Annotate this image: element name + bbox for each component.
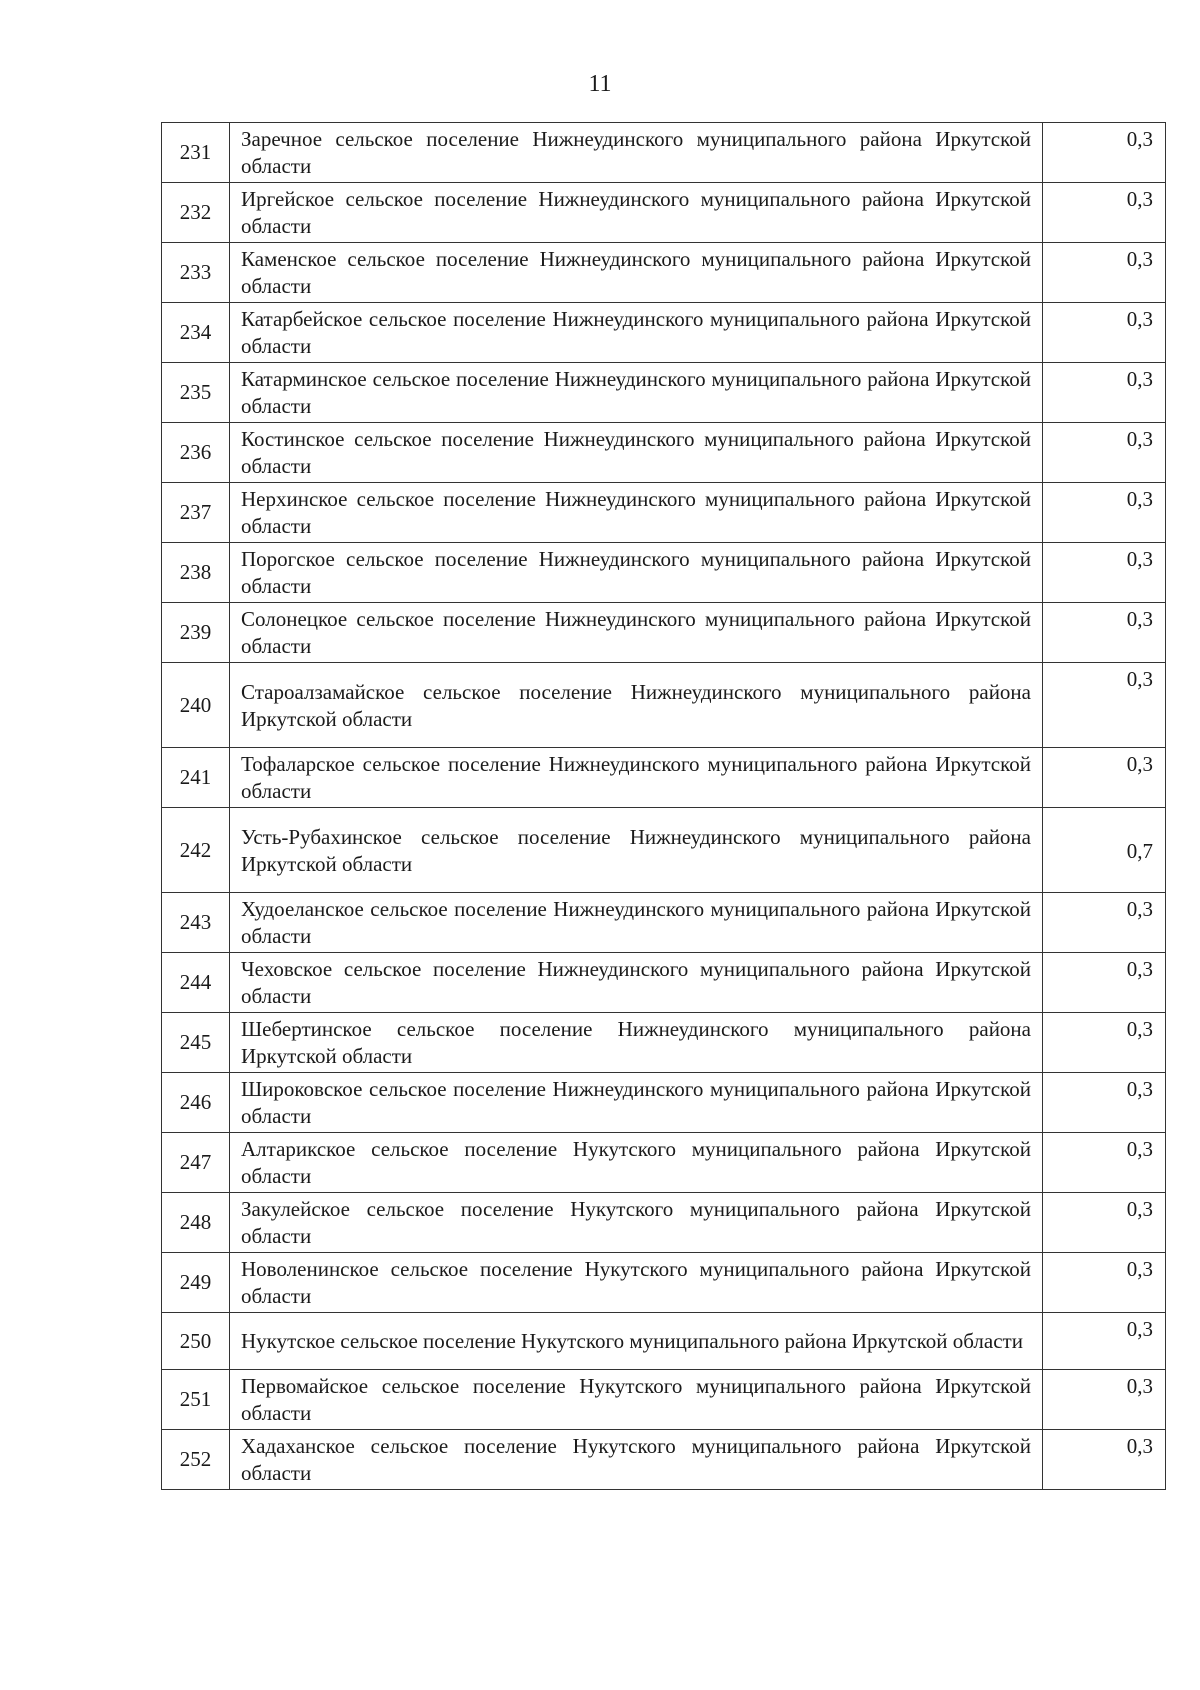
- table-row: [162, 893, 1166, 953]
- row-number: 251: [162, 1370, 230, 1430]
- table-row: [162, 1430, 1166, 1490]
- row-number: 249: [162, 1253, 230, 1313]
- settlement-name: Катарбейское сельское поселение Нижнеудинского муниципального района Иркутской области: [230, 303, 1043, 363]
- settlement-name: Катарминское сельское поселение Нижнеудинского муниципального района Иркутской области: [230, 363, 1043, 423]
- settlement-name: Староалзамайское сельское поселение Нижнеудинского муниципального района Иркутской области: [230, 663, 1043, 748]
- table-row: [162, 808, 1166, 893]
- row-value: 0,3: [1043, 603, 1166, 663]
- table-row: [162, 1370, 1166, 1430]
- table-row: [162, 123, 1166, 183]
- row-number: 247: [162, 1133, 230, 1193]
- row-number: 243: [162, 893, 230, 953]
- settlement-name: Каменское сельское поселение Нижнеудинского муниципального района Иркутской области: [230, 243, 1043, 303]
- row-number: 236: [162, 423, 230, 483]
- page-number: 11: [588, 71, 612, 97]
- row-value: 0,3: [1043, 243, 1166, 303]
- table-row: [162, 748, 1166, 808]
- row-number: 239: [162, 603, 230, 663]
- row-value: 0,3: [1043, 1430, 1166, 1490]
- row-value: 0,3: [1043, 363, 1166, 423]
- table-row: [162, 243, 1166, 303]
- row-number: 242: [162, 808, 230, 893]
- row-value: 0,3: [1043, 1133, 1166, 1193]
- row-value: 0,3: [1043, 1253, 1166, 1313]
- table-row: [162, 603, 1166, 663]
- row-number: 241: [162, 748, 230, 808]
- settlement-name: Усть-Рубахинское сельское поселение Нижнеудинского муниципального района Иркутской области: [230, 808, 1043, 893]
- settlement-name: Тофаларское сельское поселение Нижнеудинского муниципального района Иркутской области: [230, 748, 1043, 808]
- row-value: 0,3: [1043, 663, 1166, 748]
- row-number: 252: [162, 1430, 230, 1490]
- row-value: 0,3: [1043, 183, 1166, 243]
- settlement-name: Костинское сельское поселение Нижнеудинского муниципального района Иркутской области: [230, 423, 1043, 483]
- row-value: 0,3: [1043, 893, 1166, 953]
- settlement-name: Первомайское сельское поселение Нукутского муниципального района Иркутской области: [230, 1370, 1043, 1430]
- row-value: 0,3: [1043, 1193, 1166, 1253]
- row-value: 0,3: [1043, 748, 1166, 808]
- settlement-name: Чеховское сельское поселение Нижнеудинского муниципального района Иркутской области: [230, 953, 1043, 1013]
- row-number: 248: [162, 1193, 230, 1253]
- table-row: [162, 183, 1166, 243]
- row-value: 0,3: [1043, 303, 1166, 363]
- settlement-name: Новоленинское сельское поселение Нукутского муниципального района Иркутской области: [230, 1253, 1043, 1313]
- settlement-name: Худоеланское сельское поселение Нижнеудинского муниципального района Иркутской области: [230, 893, 1043, 953]
- table-row: [162, 543, 1166, 603]
- row-number: 237: [162, 483, 230, 543]
- row-value: 0,3: [1043, 543, 1166, 603]
- row-number: 244: [162, 953, 230, 1013]
- settlement-name: Хадаханское сельское поселение Нукутского муниципального района Иркутской области: [230, 1430, 1043, 1490]
- row-number: 238: [162, 543, 230, 603]
- settlement-name: Нукутское сельское поселение Нукутского муниципального района Иркутской области: [230, 1313, 1043, 1370]
- table-row: [162, 1193, 1166, 1253]
- row-value: 0,3: [1043, 483, 1166, 543]
- table-row: [162, 303, 1166, 363]
- settlement-name: Нерхинское сельское поселение Нижнеудинского муниципального района Иркутской области: [230, 483, 1043, 543]
- settlement-name: Иргейское сельское поселение Нижнеудинского муниципального района Иркутской области: [230, 183, 1043, 243]
- row-number: 246: [162, 1073, 230, 1133]
- settlement-name: Широковское сельское поселение Нижнеудинского муниципального района Иркутской области: [230, 1073, 1043, 1133]
- row-number: 231: [162, 123, 230, 183]
- row-number: 240: [162, 663, 230, 748]
- row-value: 0,7: [1043, 808, 1166, 893]
- row-value: 0,3: [1043, 123, 1166, 183]
- settlement-name: Солонецкое сельское поселение Нижнеудинского муниципального района Иркутской области: [230, 603, 1043, 663]
- table-row: [162, 953, 1166, 1013]
- settlements-table: [161, 122, 1166, 1490]
- row-value: 0,3: [1043, 1313, 1166, 1370]
- row-value: 0,3: [1043, 423, 1166, 483]
- settlement-name: Порогское сельское поселение Нижнеудинского муниципального района Иркутской области: [230, 543, 1043, 603]
- row-number: 250: [162, 1313, 230, 1370]
- table-body: [162, 123, 1166, 1490]
- settlement-name: Закулейское сельское поселение Нукутского муниципального района Иркутской области: [230, 1193, 1043, 1253]
- row-value: 0,3: [1043, 1370, 1166, 1430]
- table-row: [162, 423, 1166, 483]
- table-row: [162, 483, 1166, 543]
- settlement-name: Алтарикское сельское поселение Нукутского муниципального района Иркутской области: [230, 1133, 1043, 1193]
- settlement-name: Шебертинское сельское поселение Нижнеудинского муниципального района Иркутской области: [230, 1013, 1043, 1073]
- table-row: [162, 1313, 1166, 1370]
- table-row: [162, 1073, 1166, 1133]
- row-value: 0,3: [1043, 1073, 1166, 1133]
- row-value: 0,3: [1043, 953, 1166, 1013]
- table-row: [162, 1133, 1166, 1193]
- row-number: 245: [162, 1013, 230, 1073]
- row-number: 235: [162, 363, 230, 423]
- table-row: [162, 1253, 1166, 1313]
- settlement-name: Заречное сельское поселение Нижнеудинского муниципального района Иркутской области: [230, 123, 1043, 183]
- row-number: 234: [162, 303, 230, 363]
- table-row: [162, 1013, 1166, 1073]
- table-row: [162, 363, 1166, 423]
- row-number: 233: [162, 243, 230, 303]
- row-number: 232: [162, 183, 230, 243]
- row-value: 0,3: [1043, 1013, 1166, 1073]
- table-row: [162, 663, 1166, 748]
